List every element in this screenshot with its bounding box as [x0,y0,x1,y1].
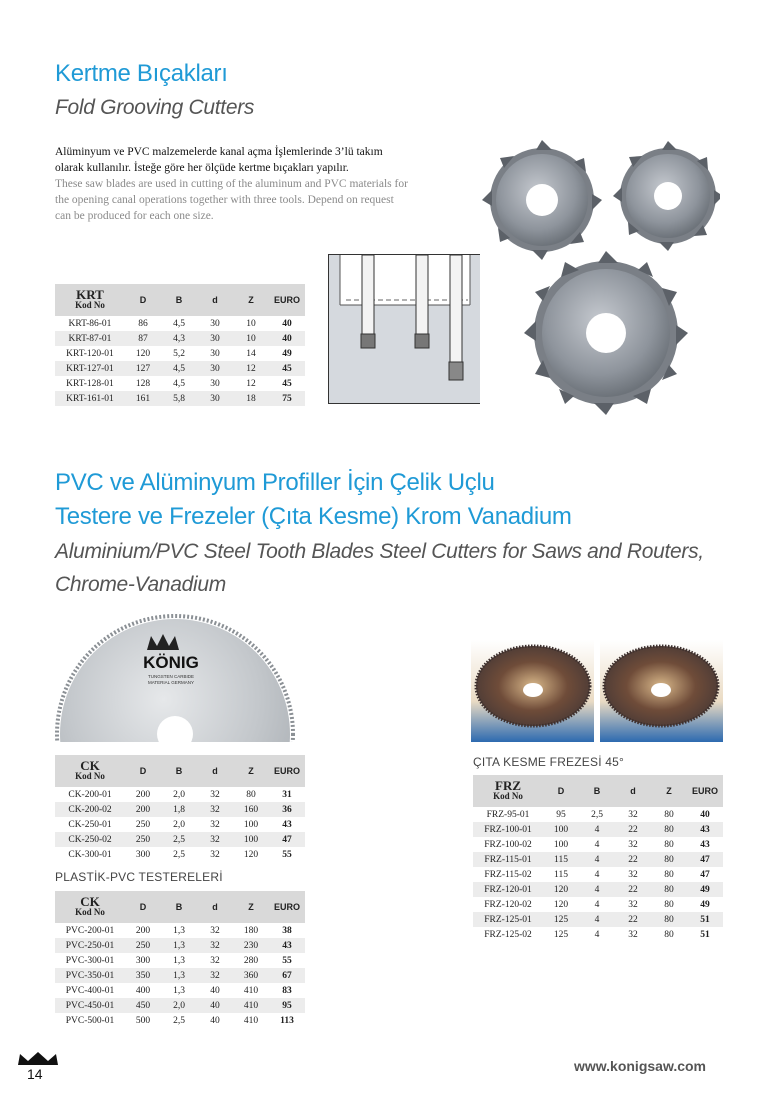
desc-en-line: These saw blades are used in cutting of the aluminum and PVC materials for [55,178,408,190]
konig-logo-sub2: MATERIAL GERMANY [147,680,195,685]
col-header: B [579,775,615,807]
page-number: 14 [27,1066,43,1082]
table-row: KRT-120-01 120 5,2 30 14 49 [66,348,292,359]
col-header: D [125,891,161,923]
cutter-shaft-3 [449,255,463,380]
table-row: FRZ-120-02 120 4 32 80 49 [484,899,710,910]
col-header: Z [651,775,687,807]
table-row: PVC-450-01 450 2,0 40 410 95 [55,998,305,1013]
col-header: d [197,755,233,787]
kod-header: CK Kod No [55,755,125,787]
table-row: PVC-250-01 250 1,3 32 230 43 [55,938,305,953]
crown-icon [17,1052,59,1066]
section2-title-en-1: Aluminium/PVC Steel Tooth Blades Steel Cutters for Saws and Routers, [55,540,704,563]
table-row: CK-300-01 300 2,5 32 120 55 [68,849,292,860]
table-row: KRT-127-01 127 4,5 30 12 45 [55,361,305,376]
grooving-diagram [328,254,482,404]
table-row: PVC-300-01 300 1,3 32 280 55 [65,955,292,966]
table-header-row [55,891,305,923]
konig-logo-sub1: TUNGSTEN CARBIDE [147,674,195,679]
table-row: CK-250-01 250 2,0 32 100 43 [68,819,292,830]
col-header: B [161,891,197,923]
table-row: FRZ-115-01 115 4 22 80 47 [473,852,723,867]
cita-cutter-photo-1 [471,640,594,742]
table-row: FRZ-125-02 125 4 32 80 51 [484,929,710,940]
col-header: EURO [269,891,305,923]
table-row: FRZ-125-01 125 4 22 80 51 [473,912,723,927]
cutter-blade [482,140,602,260]
cita-cutter-photo-2 [600,640,723,742]
section2-title-tr-1: PVC ve Alüminyum Profiller İçin Çelik Uçlu [55,469,495,496]
col-header: EURO [269,284,305,316]
section1-description [55,144,465,224]
section1-title-tr: Kertme Bıçakları [55,60,228,87]
col-header: D [543,775,579,807]
cutter-shaft-2 [415,255,429,348]
col-header: D [125,284,161,316]
table-row: CK-200-02 200 1,8 32 160 36 [55,802,305,817]
section2-title-tr-2: Testere ve Frezeler (Çıta Kesme) Krom Vanadium [55,503,572,530]
desc-en-line: can be produced for each one size. [55,210,214,222]
col-header: EURO [687,775,723,807]
kod-header: FRZ Kod No [473,775,543,807]
table-row: KRT-86-01 86 4,5 30 10 40 [68,318,292,329]
konig-saw-blade-image [55,614,295,742]
col-header: d [197,284,233,316]
table-row: FRZ-95-01 95 2,5 32 80 40 [486,809,710,820]
frz-table [473,775,723,942]
plastik-pvc-label: PLASTİK-PVC TESTERELERİ [55,870,223,884]
table-row: KRT-87-01 87 4,3 30 10 40 [55,331,305,346]
section2-title-en-2: Chrome-Vanadium [55,573,226,596]
col-header: Z [233,891,269,923]
table-row: PVC-400-01 400 1,3 40 410 83 [65,985,292,996]
table-header-row [55,755,305,787]
table-row: KRT-128-01 128 4,5 30 12 45 [66,378,292,389]
table-row: PVC-500-01 500 2,5 40 410 113 [65,1015,294,1026]
table-row: KRT-161-01 161 5,8 30 18 75 [55,391,305,406]
konig-logo-text: KÖNIG [143,653,199,672]
col-header: d [197,891,233,923]
grooving-cutters-image [480,128,720,418]
col-header: Z [233,284,269,316]
table-row: FRZ-115-02 115 4 32 80 47 [484,869,710,880]
cita-kesme-label: ÇITA KESME FREZESİ 45° [473,755,625,769]
desc-tr-line: Alüminyum ve PVC malzemelerde kanal açma İşlemlerinde 3’lü takım [55,146,383,158]
table-header-row [473,775,723,807]
col-header: B [161,755,197,787]
table-row: CK-250-02 250 2,5 32 100 47 [55,832,305,847]
ck-table [55,755,305,862]
desc-en-line: the opening canal operations together with three tools. Depend on request [55,194,394,206]
krt-table [55,284,305,406]
table-row: FRZ-120-01 120 4 22 80 49 [473,882,723,897]
table-row: PVC-200-01 200 1,3 32 180 38 [65,925,292,936]
table-row: FRZ-100-02 100 4 32 80 43 [484,839,710,850]
kod-header: CK Kod No [55,891,125,923]
desc-tr-line: olarak kullanılır. İsteğe göre her ölçüde kertme bıçakları yapılır. [55,162,349,174]
cita-cutters-image [471,640,723,742]
col-header: EURO [269,755,305,787]
col-header: d [615,775,651,807]
table-row: CK-200-01 200 2,0 32 80 31 [68,789,292,800]
pvc-table [55,891,305,1028]
footer-url[interactable]: www.konigsaw.com [574,1058,706,1074]
table-header-row [55,284,305,316]
col-header: B [161,284,197,316]
table-row: PVC-350-01 350 1,3 32 360 67 [55,968,305,983]
section1-title-en: Fold Grooving Cutters [55,96,255,119]
cutter-shaft-1 [361,255,375,348]
table-row: FRZ-100-01 100 4 22 80 43 [473,822,723,837]
col-header: Z [233,755,269,787]
col-header: D [125,755,161,787]
kod-header: KRT Kod No [55,284,125,316]
